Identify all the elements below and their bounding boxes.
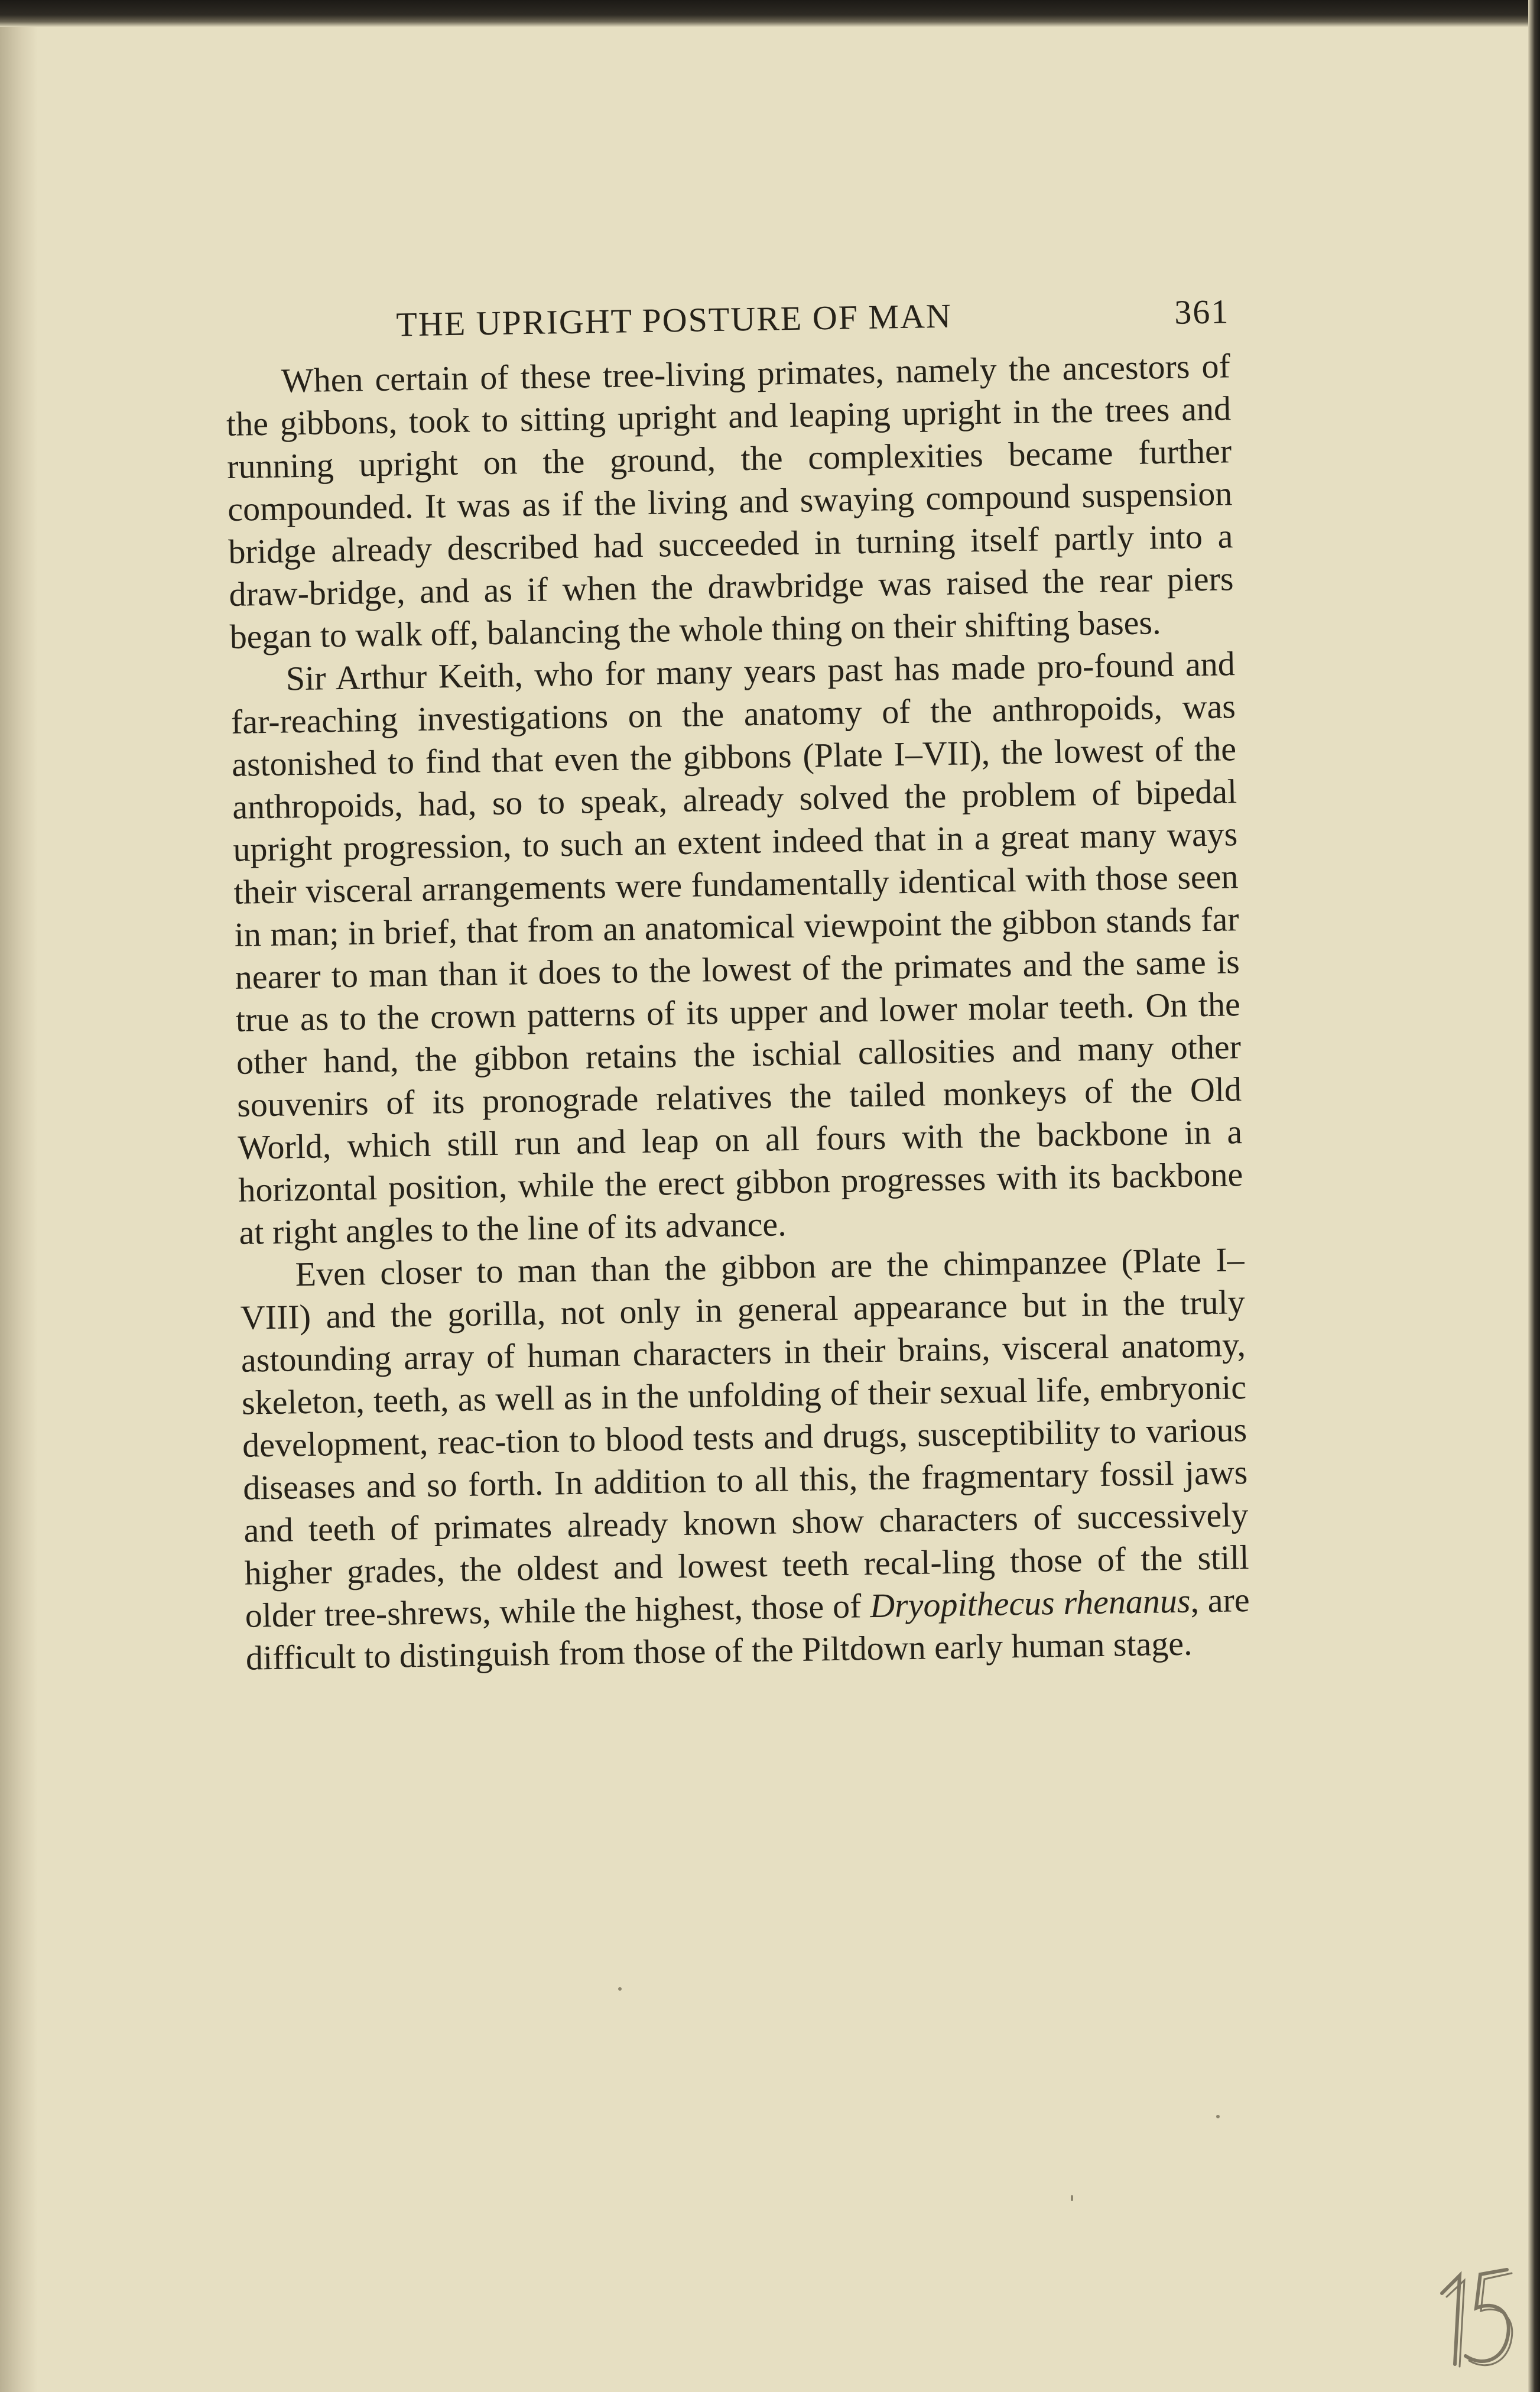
paragraph-2: Sir Arthur Keith, who for many years past has made pro-found and far-reaching investigations on the anatomy of the anthropoids, was astonished to find that even the gibbons (Plate I–VII), the lowest of the anthropoids, had, so to speak, already solved the problem of bipedal upright progression, to such an extent indeed that in a great many ways their visceral arrangements were fundamentally identical with those seen in man; in brief, that from an anatomical viewpoint the gibbon stands far nearer to man than it does to the lowest of the primates and the same is true as to the crown patterns of its upper and lower molar teeth. On the other hand, the gibbon retains the ischial callosities and many other souvenirs of its pronograde relatives the tailed monkeys of the Old World, which still run and leap on all fours with the backbone in a horizontal position, while the erect gibbon progresses with its backbone at right angles to the line of its advance. <box>230 644 1243 1252</box>
paper-speck <box>1071 2195 1073 2201</box>
paragraph-3-text-after-italic: , are difficult to distinguish from those of the Piltdown early human stage. <box>245 1580 1250 1677</box>
paragraph-3-text-before-italic: Even closer to man than the gibbon are the chimpanzee (Plate I–VIII) and the gorilla, not only in general appearance but in the truly astounding array of human characters in their brains, visceral anatomy, skeleton, teeth, as well as in the unfolding of their sexual life, embryonic development, reac-tion to blood tests and drugs, susceptibility to various diseases and so forth. In addition to all this, the fragmentary fossil jaws and teeth of primates already known show characters of successively higher grades, the oldest and lowest teeth recal-ling those of the still older tree-shrews, while the highest, those of <box>240 1240 1249 1635</box>
paragraph-1: When certain of these tree-living primates, namely the ancestors of the gibbons, took to sitting upright and leaping upright in the trees and running upright on the ground, the complexities became further compounded. It was as if the living and swaying compound suspension bridge already described had succeeded in turning itself partly into a draw-bridge, and as if when the drawbridge was raised the rear piers began to walk off, balancing the whole thing on their shifting bases. <box>226 346 1234 656</box>
species-name-italic: Dryopithecus rhenanus <box>869 1581 1191 1625</box>
paper-speck <box>1216 2115 1220 2118</box>
right-page-edge <box>1528 0 1540 2392</box>
top-page-edge <box>0 0 1540 27</box>
paragraph-3 <box>239 1238 1250 1680</box>
running-title: THE UPRIGHT POSTURE OF MAN <box>395 296 953 344</box>
handwritten-library-mark <box>1418 2252 1525 2370</box>
page-text-block <box>225 291 1250 1679</box>
binding-shadow <box>0 0 38 2392</box>
body-text <box>225 345 1250 1679</box>
paper-speck <box>618 1987 622 1991</box>
page-number: 361 <box>1174 292 1230 332</box>
